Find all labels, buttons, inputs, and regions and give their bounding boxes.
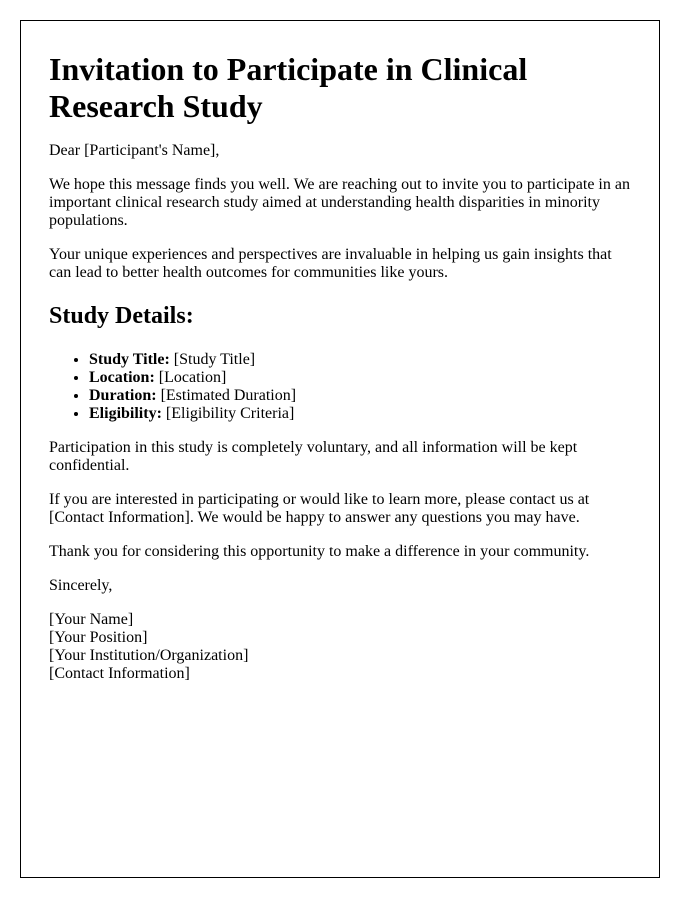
detail-item-duration [89,387,631,405]
detail-label: Eligibility: [89,405,162,422]
detail-label: Study Title: [89,351,170,368]
signature-contact: [Contact Information] [49,665,190,682]
detail-value: [Study Title] [173,351,256,368]
letter-container [20,20,660,878]
detail-item-eligibility [89,405,631,423]
value-paragraph: Your unique experiences and perspectives are invaluable in helping us gain insights that can lead to better health outcomes for communities like yours. [49,246,612,281]
contact-paragraph: If you are interested in participating or would like to learn more, please contact us at [Contact Information]. We would be happy to answer any questions you may have. [49,491,590,526]
detail-label: Location: [89,369,155,386]
details-list [49,351,631,423]
intro-paragraph: We hope this message finds you well. We are reaching out to invite you to participate in an important clinical research study aimed at understanding health disparities in minority populations. [49,176,630,229]
details-heading: Study Details: [49,303,194,329]
signature-institution: [Your Institution/Organization] [49,647,249,664]
greeting: Dear [Participant's Name], [49,142,220,159]
detail-value: [Estimated Duration] [160,387,297,404]
detail-item-location [89,369,631,387]
signature-position: [Your Position] [49,629,148,646]
detail-label: Duration: [89,387,157,404]
signature-name: [Your Name] [49,611,134,628]
closing: Sincerely, [49,577,113,594]
detail-item-study-title [89,351,631,369]
voluntary-paragraph: Participation in this study is completely voluntary, and all information will be kept confidential. [49,439,578,474]
letter-title: Invitation to Participate in Clinical Research Study [49,51,528,124]
signature-block [49,611,631,683]
detail-value: [Location] [158,369,227,386]
detail-value: [Eligibility Criteria] [165,405,295,422]
thanks-paragraph: Thank you for considering this opportunity to make a difference in your community. [49,543,590,560]
